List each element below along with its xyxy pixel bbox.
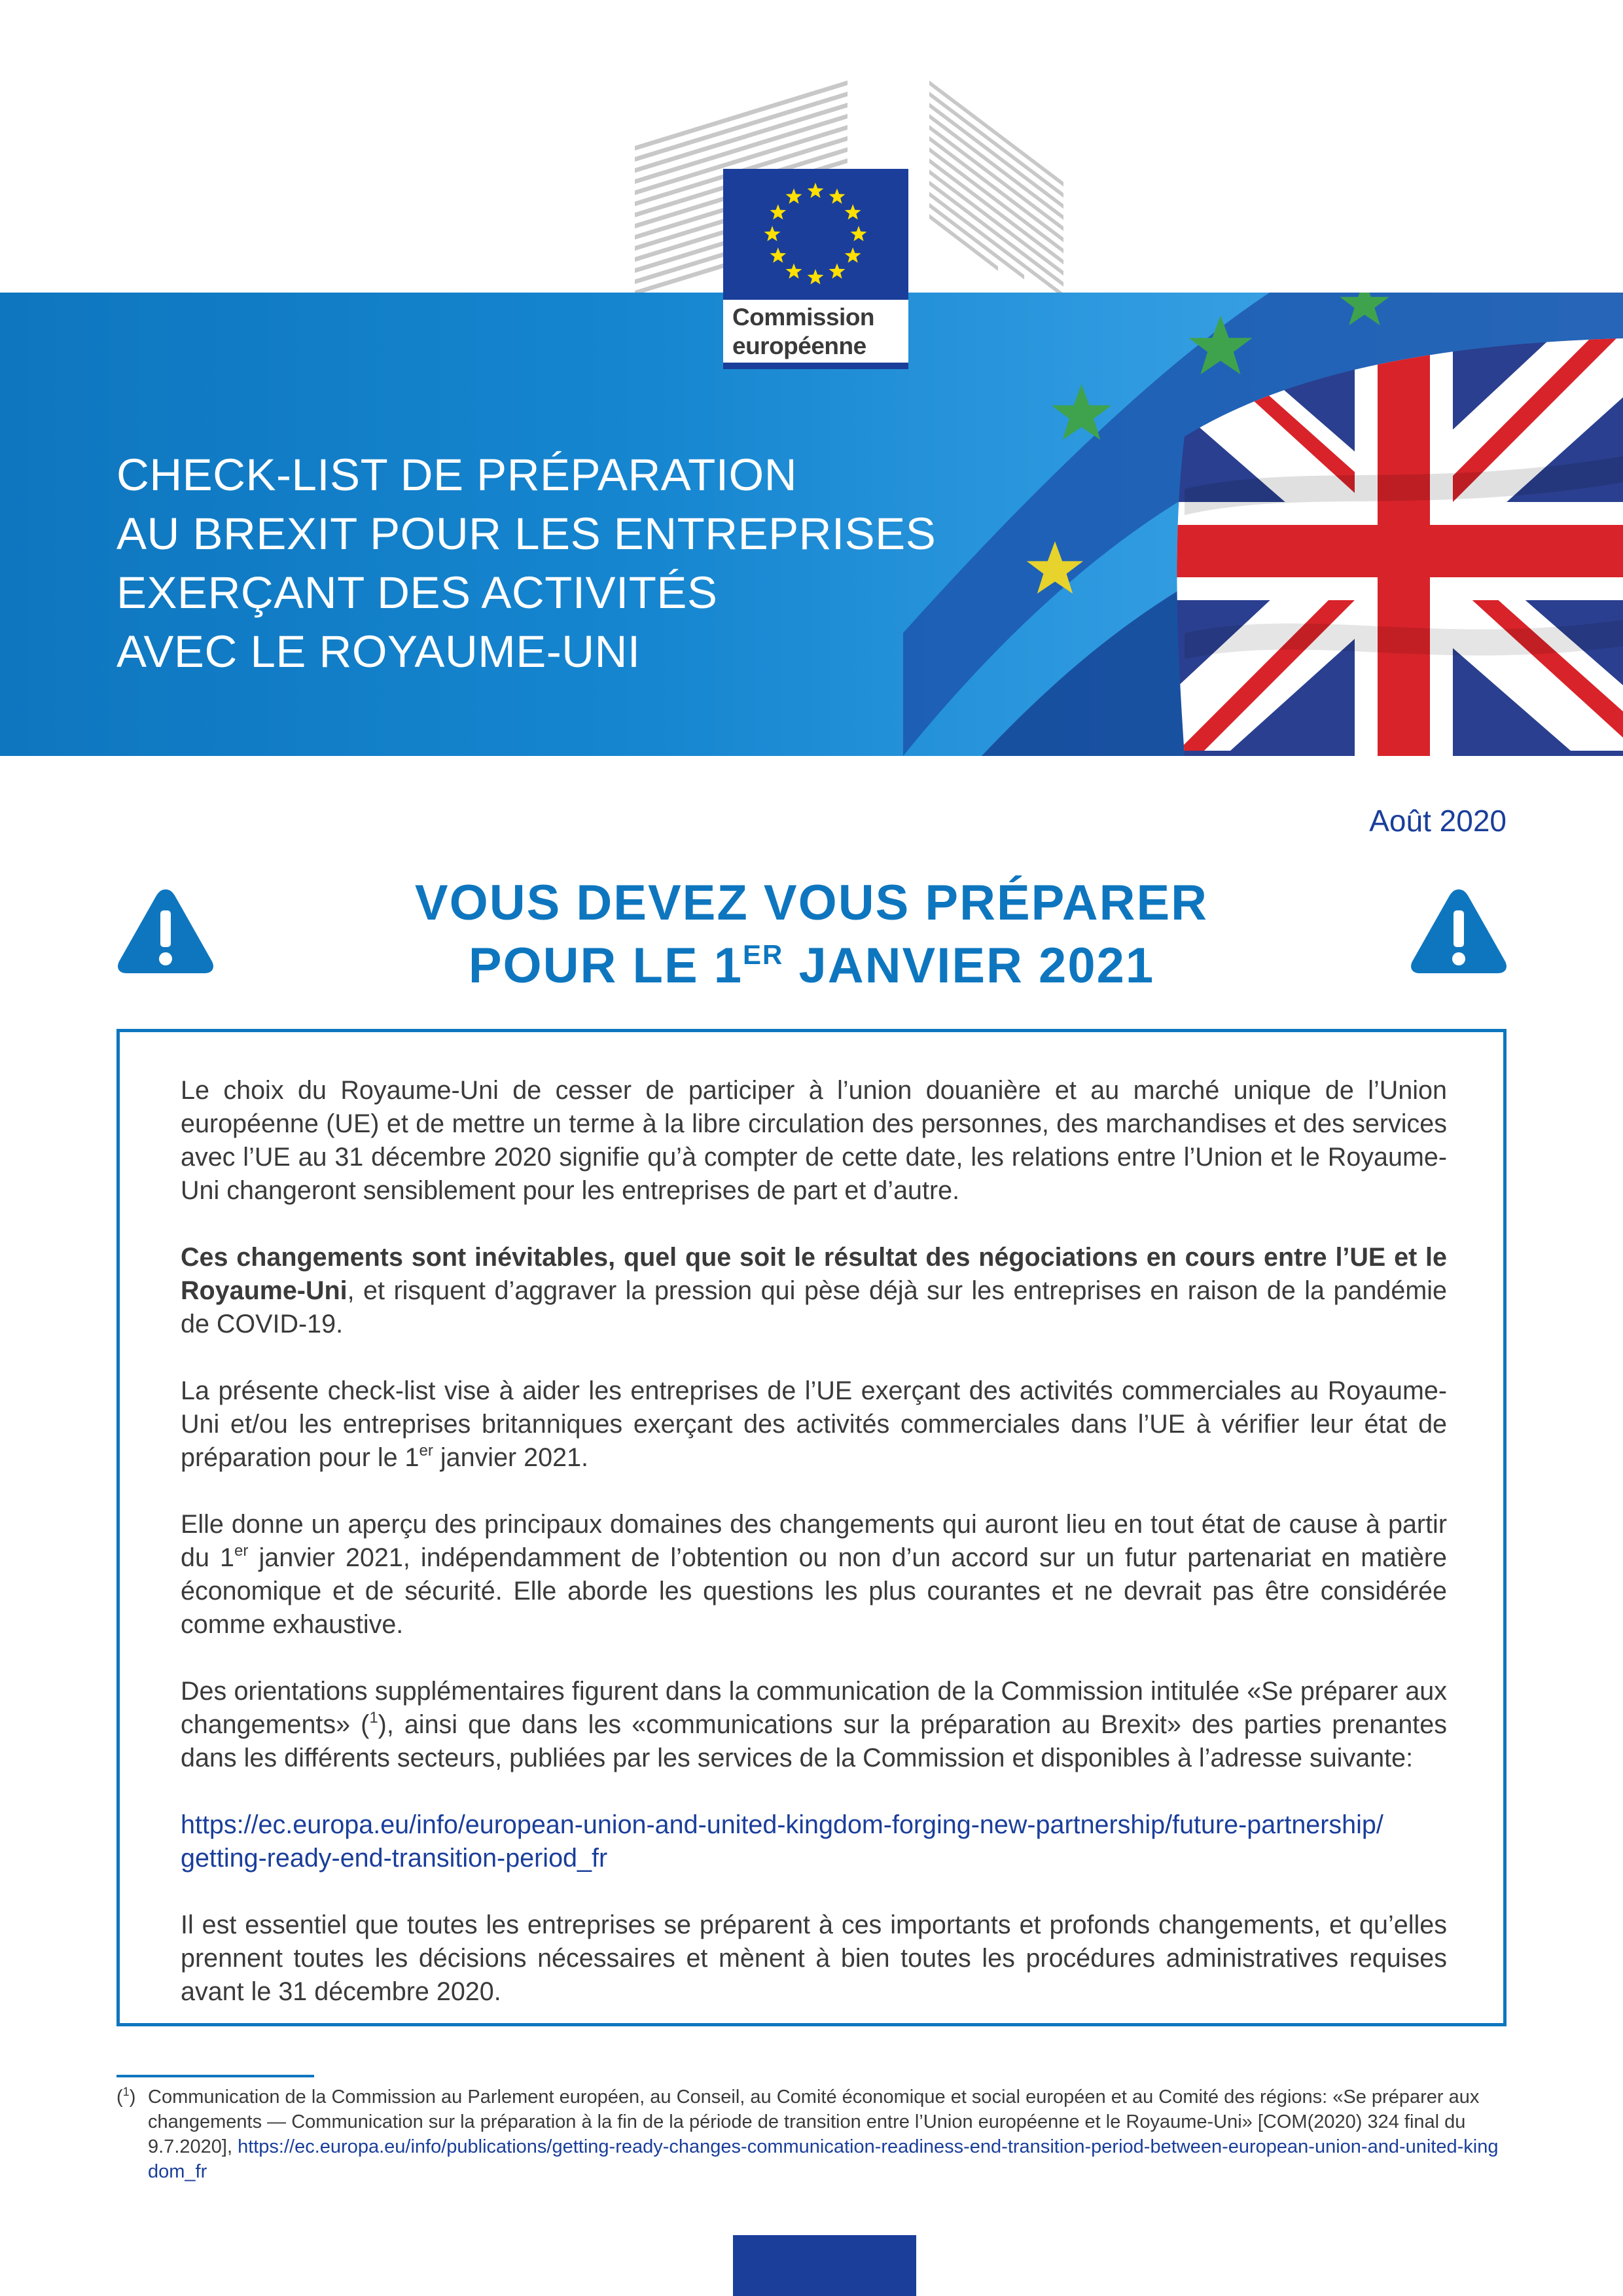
heading-line-2 xyxy=(314,935,1309,997)
logo-line-2: européenne xyxy=(732,332,866,359)
paren: ) xyxy=(129,2087,136,2108)
eu-star-icon xyxy=(808,269,824,285)
document-title xyxy=(116,446,967,681)
heading-superscript: ER xyxy=(743,939,784,970)
bold-text: Ces changements sont inévitables, quel que soit le résultat des négociations en cours entre l’UE et le Royaume-Uni xyxy=(181,1243,1447,1305)
eu-uk-flags-image xyxy=(903,293,1623,756)
link-text[interactable]: https://ec.europa.eu/info/european-union-and-united-kingdom-forging-new-partnership/future-partnership/ xyxy=(181,1810,1383,1839)
footnote-number: 1 xyxy=(122,2085,130,2098)
eu-star-icon xyxy=(786,263,802,279)
superscript: er xyxy=(419,1442,433,1460)
eu-star-icon xyxy=(829,188,846,204)
paragraph xyxy=(181,1241,1447,1341)
heading-line-1: VOUS DEVEZ VOUS PRÉPARER xyxy=(414,875,1209,931)
warning-triangle-icon xyxy=(1408,886,1509,977)
intro-text xyxy=(181,1074,1447,2009)
paragraph xyxy=(181,1675,1447,1775)
footnote-ref[interactable]: 1 xyxy=(369,1709,378,1727)
title-line: AU BREXIT POUR LES ENTREPRISES xyxy=(116,509,936,559)
main-heading xyxy=(314,872,1309,997)
ec-logo-text xyxy=(723,300,908,369)
superscript: er xyxy=(234,1542,249,1560)
text: janvier 2021, indépendamment de l’obtention ou non d’un accord sur un futur partenariat en matière économique et de sécurité. Elle aborde les questions les plus courantes et ne devrait pas être considérée comme exhaustive. xyxy=(181,1543,1447,1639)
paragraph: Il est essentiel que toutes les entreprises se préparent à ces importants et profonds changements, et qu’elles prennent toutes les décisions nécessaires et mènent à bien toutes les procédures administratives requises avant le 31 décembre 2020. xyxy=(181,1910,1447,2006)
eu-star-icon xyxy=(770,204,787,220)
eu-star-icon xyxy=(829,263,846,279)
eu-star-icon xyxy=(764,226,781,242)
guidance-link[interactable] xyxy=(181,1808,1447,1875)
title-line: EXERÇANT DES ACTIVITÉS xyxy=(116,567,718,618)
paragraph xyxy=(181,1508,1447,1641)
eu-star-icon xyxy=(845,204,861,220)
text: ), ainsi que dans les «communications sur la préparation au Brexit» des parties prenantes dans les différents secteurs, publiées par les services de la Commission et disponibles à l’adresse suivante: xyxy=(181,1710,1447,1772)
text: Communication de la Commission au Parlement européen, au Conseil, au Comité économique et social européen et au Comité des régions: «Se préparer aux changements — Communication sur la préparation à la fin de la période de transition entre l’Union européenne et le Royaume-Uni» [COM(2020) 324 final du 9.7.2020], xyxy=(148,2087,1480,2157)
heading-text: JANVIER 2021 xyxy=(783,938,1155,994)
eu-star-icon xyxy=(770,247,787,263)
heading-text: POUR LE 1 xyxy=(468,938,743,994)
paren: ( xyxy=(116,2087,123,2108)
eu-star-icon xyxy=(851,226,867,242)
eu-star-icon xyxy=(808,183,824,198)
title-line: CHECK-LIST DE PRÉPARATION xyxy=(116,450,798,500)
title-line: AVEC LE ROYAUME-UNI xyxy=(116,626,641,677)
link-text[interactable]: getting-ready-end-transition-period_fr xyxy=(181,1844,608,1873)
eu-star-icon xyxy=(845,247,861,263)
footnote-divider xyxy=(116,2075,314,2077)
text: Des orientations supplémentaires figurent dans la communication de la Commission intitulée «Se préparer aux changements» ( xyxy=(181,1677,1447,1739)
footnote-link[interactable]: https://ec.europa.eu/info/publications/getting-ready-changes-communication-readiness-end-transition-period-between-european-union-and-united-kingdom_fr xyxy=(148,2136,1499,2182)
text: La présente check-list vise à aider les entreprises de l’UE exerçant des activités commerciales au Royaume-Uni et/ou les entreprises britanniques exerçant des activités commerciales dans l’UE à vérifier leur état de préparation pour le 1 xyxy=(181,1376,1447,1472)
text: Elle donne un aperçu des principaux domaines des changements qui auront lieu en tout état de cause à partir du 1 xyxy=(181,1510,1447,1572)
footnote-mark xyxy=(116,2085,135,2109)
paragraph: Le choix du Royaume-Uni de cesser de participer à l’union douanière et au marché unique de l’Union européenne (UE) et de mettre un terme à la libre circulation des personnes, des marchandises et des services avec l’UE au 31 décembre 2020 signifie qu’à compter de cette date, les relations entre l’Union et le Royaume-Uni changeront sensiblement pour les entreprises de part et d’autre. xyxy=(181,1076,1447,1205)
text: , et risquent d’aggraver la pression qui pèse déjà sur les entreprises en raison de la pandémie de COVID-19. xyxy=(181,1276,1447,1338)
paragraph xyxy=(181,1374,1447,1475)
text: janvier 2021. xyxy=(433,1443,589,1472)
publication-date: Août 2020 xyxy=(1369,804,1507,838)
footnote-text xyxy=(148,2085,1507,2184)
warning-triangle-icon xyxy=(115,886,216,977)
eu-star-icon xyxy=(786,188,802,204)
page-tab xyxy=(733,2235,916,2296)
logo-line-1: Commission xyxy=(732,304,875,331)
eu-flag-icon xyxy=(723,169,908,300)
intro-box xyxy=(116,1029,1507,2026)
